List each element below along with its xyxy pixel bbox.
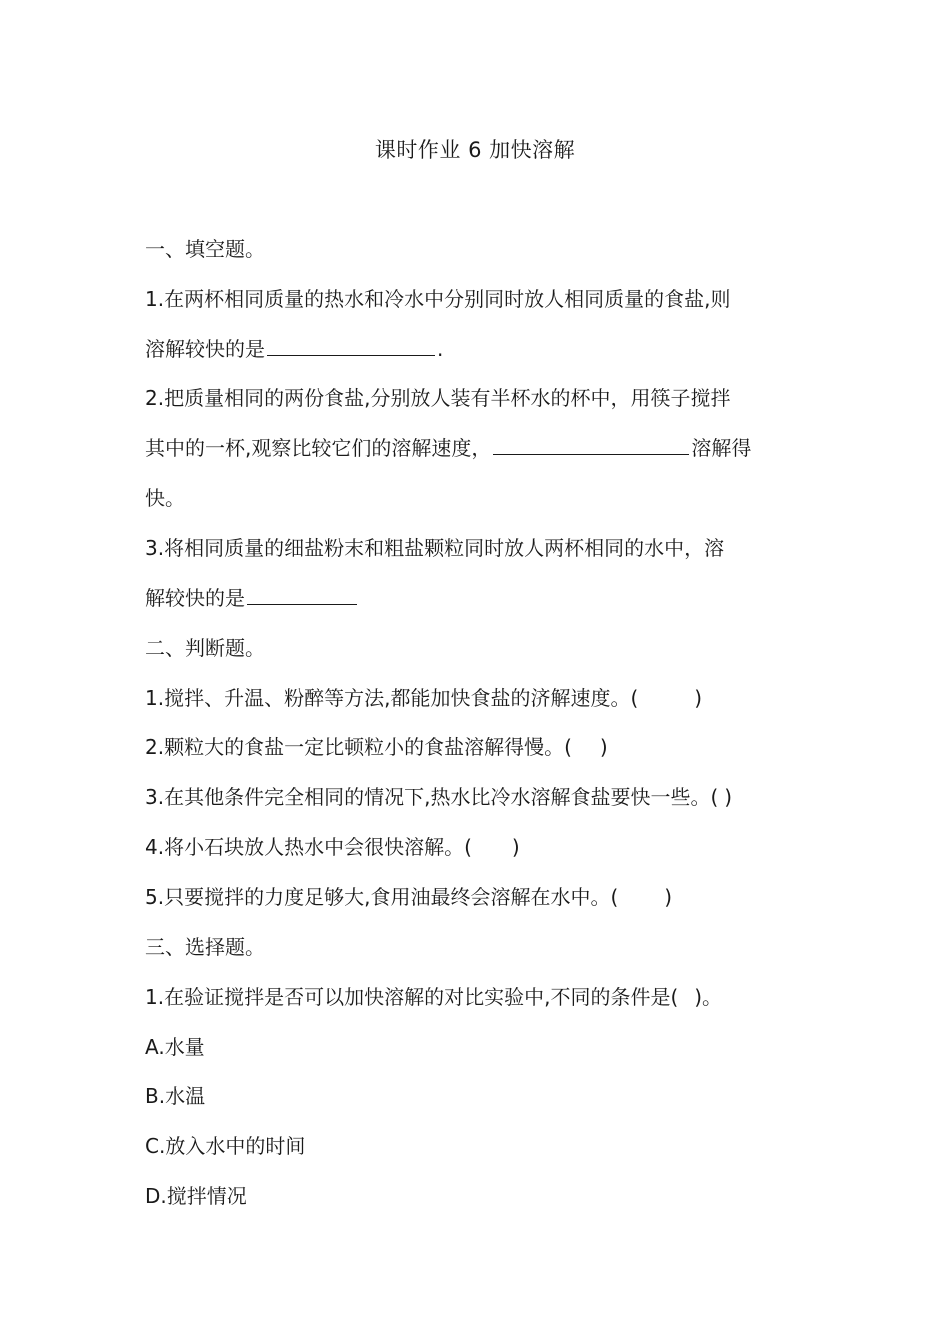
choice-q1-stem-text: 1.在验证搅拌是否可以加快溶解的对比实验中,不同的条件是(: [145, 985, 679, 1009]
choice-option-a[interactable]: A.水量: [145, 1035, 205, 1059]
fill-q3-line1: 3.将相同质量的细盐粉末和粗盐颗粒同时放人两杯相同的水中，溶: [145, 536, 725, 560]
fill-q1-line2: [145, 334, 815, 364]
fill-q2-line1: 2.把质量相同的两份食盐,分别放人装有半杯水的杯中，用筷子搅拌: [145, 386, 731, 410]
fill-q3-answer-blank[interactable]: [247, 584, 357, 605]
judge-close-paren: ): [511, 835, 520, 859]
choice-option-d[interactable]: D.搅拌情况: [145, 1184, 247, 1208]
fill-q2-line2: [145, 433, 815, 463]
fill-q1-answer-blank[interactable]: [267, 335, 435, 356]
fill-q2-line3: 快。: [145, 486, 185, 510]
judge-item-2: [145, 732, 815, 762]
judge-item-text: 1.搅拌、升温、粉醉等方法,都能加快食盐的济解速度。(: [145, 686, 639, 710]
fill-q3-prefix: 解较快的是: [145, 586, 245, 610]
fill-q1-suffix: .: [437, 337, 444, 361]
judge-item-text: 2.颗粒大的食盐一定比顿粒小的食盐溶解得慢。(: [145, 735, 572, 759]
fill-q2-answer-blank[interactable]: [493, 434, 689, 455]
judge-item-5: [145, 882, 815, 912]
fill-q2-suffix: 溶解得: [691, 436, 752, 460]
judge-item-1: [145, 683, 815, 713]
fill-q2-prefix: 其中的一杯,观察比较它们的溶解速度，: [145, 436, 492, 460]
choice-option-c[interactable]: C.放入水中的时间: [145, 1134, 306, 1158]
judge-item-text: 4.将小石块放人热水中会很快溶解。(: [145, 835, 472, 859]
judge-close-paren: ): [599, 735, 608, 759]
fill-q1-line1: 1.在两杯相同质量的热水和冷水中分别同时放人相同质量的食盐,则: [145, 287, 731, 311]
choice-option-b[interactable]: B.水温: [145, 1084, 206, 1108]
choice-q1-stem-close: )。: [694, 985, 723, 1009]
section-heading-true-false: 二、判断题。: [145, 636, 265, 660]
judge-item-text: 3.在其他条件完全相同的情况下,热水比冷水溶解食盐要快一些。(: [145, 785, 719, 809]
fill-q3-line2: [145, 583, 815, 613]
judge-item-4: [145, 832, 815, 862]
choice-q1-stem: [145, 982, 815, 1012]
judge-close-paren: ): [724, 785, 733, 809]
judge-item-text: 5.只要搅拌的力度足够大,食用油最终会溶解在水中。(: [145, 885, 619, 909]
section-heading-fill-blank: 一、填空题。: [145, 237, 265, 261]
page-title: 课时作业 6 加快溶解: [374, 138, 576, 162]
judge-close-paren: ): [694, 686, 703, 710]
fill-q1-prefix: 溶解较快的是: [145, 337, 265, 361]
section-heading-multiple-choice: 三、选择题。: [145, 935, 265, 959]
judge-close-paren: ): [664, 885, 673, 909]
judge-item-3: [145, 782, 815, 812]
